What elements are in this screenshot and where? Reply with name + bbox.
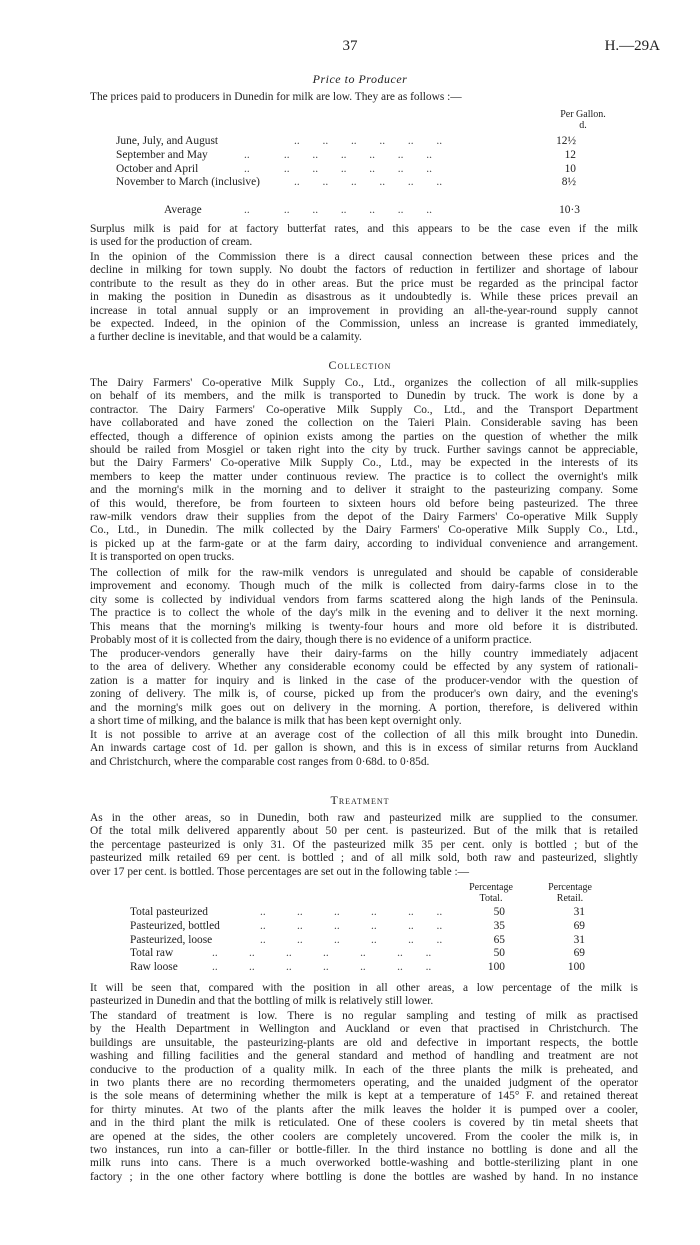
text-line: contribute to the result as they do in other areas. But the price must be regarded as the principal factor [90,277,638,290]
section-title-treatment: Treatment [330,793,390,807]
text-line: effected, though a difference of opinion exists among the parties on the question of whether the milk [90,430,638,443]
price-row [116,149,586,163]
leader-dots: .. .. .. .. .. .. .. [212,947,432,960]
collection-paragraph-1 [90,377,638,565]
text-line: factory ; in the one other factory where bottling is done the bottles are washed by hand. In no instance [90,1170,638,1183]
table-row-label: Pasteurized, loose [130,933,213,946]
table-cell-total: 50 [493,906,505,918]
price-table [116,135,586,190]
column-head-line: Percentage [469,882,513,893]
text-line: should be railed from Mosgiel or taken right into the city by truck. Further savings cannot be appreciable, [90,444,638,457]
text-line: The Dairy Farmers' Co-operative Milk Supply Co., Ltd., organizes the collection of all milk-supplies [90,377,638,389]
table-row [130,947,610,961]
text-line: An inwards cartage cost of 1d. per gallon is shown, and this is in excess of similar returns from Auckland [90,742,638,755]
column-head-line: Percentage [548,882,592,893]
text-line: and Christchurch, where the comparable cost ranges from 0·68d. to 0·85d. [90,755,430,768]
text-line: zoning of delivery. The milk is, of course, picked up from the producer's own dairy, and the evening's [90,688,638,701]
text-line: As in the other areas, so in Dunedin, both raw and pasteurized milk are supplied to the consumer. [90,812,638,824]
text-line: buildings are unsuitable, the pasteurizing-plants are old and defective in important respects, the bottle [90,1036,638,1049]
table-cell-retail: 31 [573,933,585,946]
table-cell-total: 65 [493,933,505,946]
text-line: washing and filling facilities and the general standard and method of handling and treatment are not [90,1050,638,1063]
price-row [116,163,586,177]
price-average-row [116,204,586,218]
text-line: is the sole means of determining whether the milk is kept at a temperature of 145° F. and retained thereat [90,1090,638,1103]
treatment-paragraph-2 [90,982,638,1009]
price-row [116,176,586,190]
text-line: is picked up at the farm-gate or at the farm dairy, according to individual convenience and arrangement. [90,537,638,550]
leader-dots: .. .. .. .. .. .. [260,906,443,918]
text-line: The practice is to collect the whole of the day's milk in the evening and to deliver it the next morning. [90,607,638,620]
table-row-label: Pasteurized, bottled [130,919,220,932]
leader-dots: .. .. .. .. .. .. [294,176,443,189]
text-line: This means that the morning's milking is twenty-four hours and more old before it is distributed. [90,620,638,633]
table-cell-total: 50 [493,947,505,960]
table-cell-retail: 31 [573,906,585,918]
text-line: The prices paid to producers in Dunedin for milk are low. They are as follows :— [90,91,462,103]
text-line: and in the third plant the milk is reticulated. One of these coolers is covered by tin metal sheets that [90,1117,638,1130]
text-line: in making the position in Dunedin as disastrous as it undoubtedly is. While these prices prevail an [90,291,638,304]
text-line: It is transported on open trucks. [90,551,235,564]
price-row-label: October and April [116,162,199,175]
leader-dots: .. .. .. .. .. .. .. [244,204,432,216]
text-line: zation is a matter for inquiry and is linked in the case of the producer-vendor with the question of [90,674,638,687]
text-line: are opened at the sides, the other coolers are completely uncovered. From the cooler the milk is, in [90,1130,638,1143]
text-line: the percentage pasteurized is only 31. Of the pasteurized milk 35 per cent. only is bottled ; but of the [90,838,638,851]
price-average [116,204,586,218]
treatment-table [130,906,610,975]
collection-paragraph-4 [90,729,638,769]
text-line: Probably most of it is collected from the dairy, though there is no evidence of a uniform practice. [90,634,532,647]
price-column-head [548,109,618,131]
treatment-paragraph-1 [90,812,638,879]
table-row [130,906,610,920]
leader-dots: .. .. .. .. .. .. .. [212,961,432,974]
price-paragraph-1 [90,223,638,250]
table-cell-retail: 69 [573,947,585,960]
text-line: on behalf of its members, and the milk is transported to Dunedin by truck. The work is done by a [90,390,638,403]
price-row-label: November to March (inclusive) [116,176,260,189]
text-line: but the Dairy Farmers' Co-operative Milk Supply Co., Ltd., may be expected in the interests of its [90,457,638,470]
text-line: decline in milking for town supply. No doubt the factors of reduction in fertilizer and shortage of labour [90,264,638,277]
leader-dots: .. .. .. .. .. .. [260,919,443,932]
collection-paragraph-3 [90,648,638,728]
text-line: In the opinion of the Commission there is a direct causal connection between these prices and the [90,251,638,263]
price-average-value: 10·3 [559,204,580,216]
text-line: It is not possible to arrive at an average cost of the collection of all this milk brought into Dunedin. [90,729,638,741]
price-row-value: 10 [564,162,576,175]
section-title-price: Price to Producer [312,72,408,86]
text-line: to the area of delivery. Whether any considerable economy could be effected by any system of rationali- [90,661,638,674]
text-line: The standard of treatment is low. There is no regular sampling and testing of milk as practised [90,1010,638,1022]
column-head-line: Retail. [556,893,584,904]
text-line: Co., Ltd., in Dunedin. The milk collected by the Dairy Farmers' Co-operative Milk Supply Co., Ltd., [90,524,638,537]
text-line: and the morning's milk in the morning and to deliver it straight to the pasteurizing company. Some [90,484,638,497]
text-line: a short time of milking, and the balance is milk that has been kept overnight only. [90,715,462,728]
text-line: have collaborated and have zoned the collection on the Taieri Plain. Considerable saving has been [90,417,638,430]
price-row [116,135,586,149]
price-paragraph-2 [90,251,638,345]
text-line: contractor. The Dairy Farmers' Co-operative Milk Supply Co., Ltd., and the Transport Department [90,403,638,416]
text-line: and the morning's milk goes out on delivery in the morning. A portion, therefore, is delivered within [90,701,638,714]
text-line: conducive to the production of a quality milk. In each of the three plants the milk is preheated, and [90,1063,638,1076]
text-line: two instances, run into a can-filler or bottle-filler. In the third instance no bottling is done and all the [90,1144,638,1157]
table-row [130,961,610,975]
price-row-value: 12 [564,148,576,161]
treatment-column-head-total [456,882,526,904]
section-title-collection: Collection [328,358,392,372]
text-line: The collection of milk for the raw-milk vendors is unregulated and should be capable of considerable [90,567,638,579]
table-cell-total: 35 [493,919,505,932]
table-row-label: Raw loose [130,961,178,974]
text-line: increase in total annual supply or an improvement in providing an all-the-year-round supply cannot [90,304,638,317]
column-head-line: Total. [479,893,503,904]
page-number: 37 [342,38,358,54]
text-line: The producer-vendors generally have their dairy-farms on the hilly country immediately adjacent [90,648,638,660]
table-cell-total: 100 [487,961,505,974]
text-line: for thirty minutes. At two of the plants after the milk leaves the holder it is pumped over a cooler, [90,1103,638,1116]
text-line: in two plants there are no recording thermometers operating, and the unaided judgment of the operator [90,1077,638,1090]
text-line: pasteurized milk retailed 69 per cent. is bottled ; and of all milk sold, both raw and pasteurized, slightly [90,852,638,865]
price-row-value: 12½ [556,135,576,147]
table-row [130,934,610,948]
table-row-label: Total pasteurized [130,906,208,918]
text-line: a further decline is inevitable, and that would be a calamity. [90,331,362,344]
text-line: Of the total milk delivered apparently about 50 per cent. is pasteurized. But of the milk that is retailed [90,825,638,838]
text-line: is used for the production of cream. [90,236,253,249]
text-line: raw-milk vendors draw their supplies from the depot of the Dairy Farmers' Co-operative Milk Supply [90,511,638,524]
text-line: milk runs into cans. There is a much overworked bottle-washing and bottle-sterilizing plant in one [90,1157,638,1170]
leader-dots: .. .. .. .. .. .. .. [244,162,432,175]
price-average-label: Average [164,204,202,216]
treatment-paragraph-3 [90,1010,638,1184]
price-row-label: June, July, and August [116,135,219,147]
text-line: It will be seen that, compared with the position in all other areas, a low percentage of the milk is [90,982,638,994]
text-line: members to keep the matter under continuous review. The practice is to collect the overnight's milk [90,470,638,483]
price-row-value: 8½ [561,176,576,189]
text-line: improvement and economy. Though much of the milk is collected from dairy-farms close in to the [90,580,638,593]
leader-dots: .. .. .. .. .. .. .. [244,148,432,161]
text-line: over 17 per cent. is bottled. Those percentages are set out in the following table :— [90,865,470,878]
text-line: city some is collected by individual vendors from farms scattered along the high lands of the Peninsula. [90,593,638,606]
document-reference: H.—29A [604,38,660,54]
text-line: Surplus milk is paid for at factory butterfat rates, and this appears to be the case even if the milk [90,223,638,235]
price-intro [90,91,638,104]
leader-dots: .. .. .. .. .. .. [260,933,443,946]
text-line: pasteurized in Dunedin and that the bottling of milk is relatively still lower. [90,995,434,1008]
table-row-label: Total raw [130,947,174,960]
leader-dots: .. .. .. .. .. .. [294,135,443,147]
table-row [130,920,610,934]
text-line: of this would, therefore, be from fourteen to sixteen hours old before being pasteurized. The three [90,497,638,510]
table-cell-retail: 100 [567,961,585,974]
text-line: by the Health Department in Wellington and Auckland or even that practised in Christchurch. The [90,1023,638,1036]
collection-paragraph-2 [90,567,638,647]
price-column-head-d: d. [579,120,587,131]
table-cell-retail: 69 [573,919,585,932]
price-row-label: September and May [116,148,208,161]
price-column-head-unit: Per Gallon. [560,109,606,120]
text-line: be expected. Indeed, in the opinion of the Commission, unless an increase is granted immediately, [90,318,638,331]
treatment-column-head-retail [535,882,605,904]
